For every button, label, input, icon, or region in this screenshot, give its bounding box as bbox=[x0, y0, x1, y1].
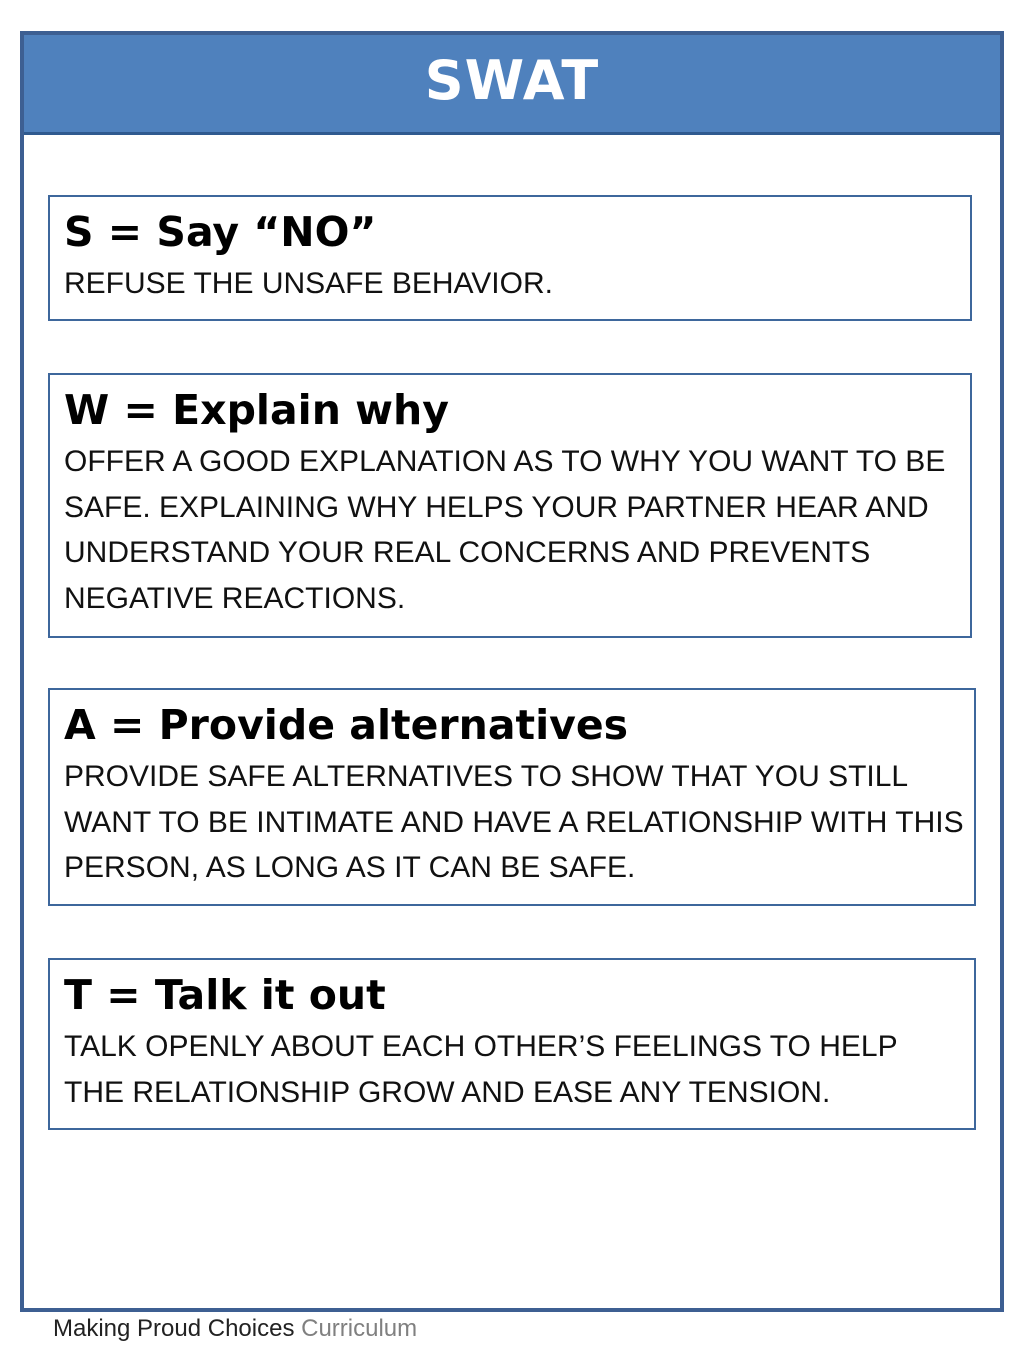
title-banner bbox=[24, 35, 1000, 135]
card-heading: T = Talk it out bbox=[64, 971, 386, 1019]
footer-primary-text: Making Proud Choices bbox=[53, 1315, 295, 1342]
card-body: REFUSE THE UNSAFE BEHAVIOR. bbox=[64, 267, 553, 300]
slide-frame bbox=[20, 31, 1004, 1312]
card-heading: W = Explain why bbox=[64, 386, 449, 434]
card-explain-why bbox=[48, 373, 972, 638]
card-heading: A = Provide alternatives bbox=[64, 701, 629, 749]
footer-credit bbox=[53, 1315, 417, 1343]
slide-title: SWAT bbox=[424, 49, 600, 112]
card-body: OFFER A GOOD EXPLANATION AS TO WHY YOU WANT TO BE SAFE. EXPLAINING WHY HELPS YOUR PARTNER HEAR AND UNDERSTAND YOUR REAL CONCERNS AND PREVENTS NEGATIVE REACTIONS. bbox=[64, 445, 946, 615]
footer-secondary-text: Curriculum bbox=[301, 1315, 418, 1342]
card-heading: S = Say “NO” bbox=[64, 208, 377, 256]
card-body: PROVIDE SAFE ALTERNATIVES TO SHOW THAT YOU STILL WANT TO BE INTIMATE AND HAVE A RELATIONSHIP WITH THIS PERSON, AS LONG AS IT CAN BE SAFE. bbox=[64, 760, 964, 884]
card-provide-alternatives bbox=[48, 688, 976, 906]
card-talk-it-out bbox=[48, 958, 976, 1130]
card-say-no bbox=[48, 195, 972, 321]
card-body: TALK OPENLY ABOUT EACH OTHER’S FEELINGS TO HELP THE RELATIONSHIP GROW AND EASE ANY TENSION. bbox=[64, 1030, 898, 1109]
